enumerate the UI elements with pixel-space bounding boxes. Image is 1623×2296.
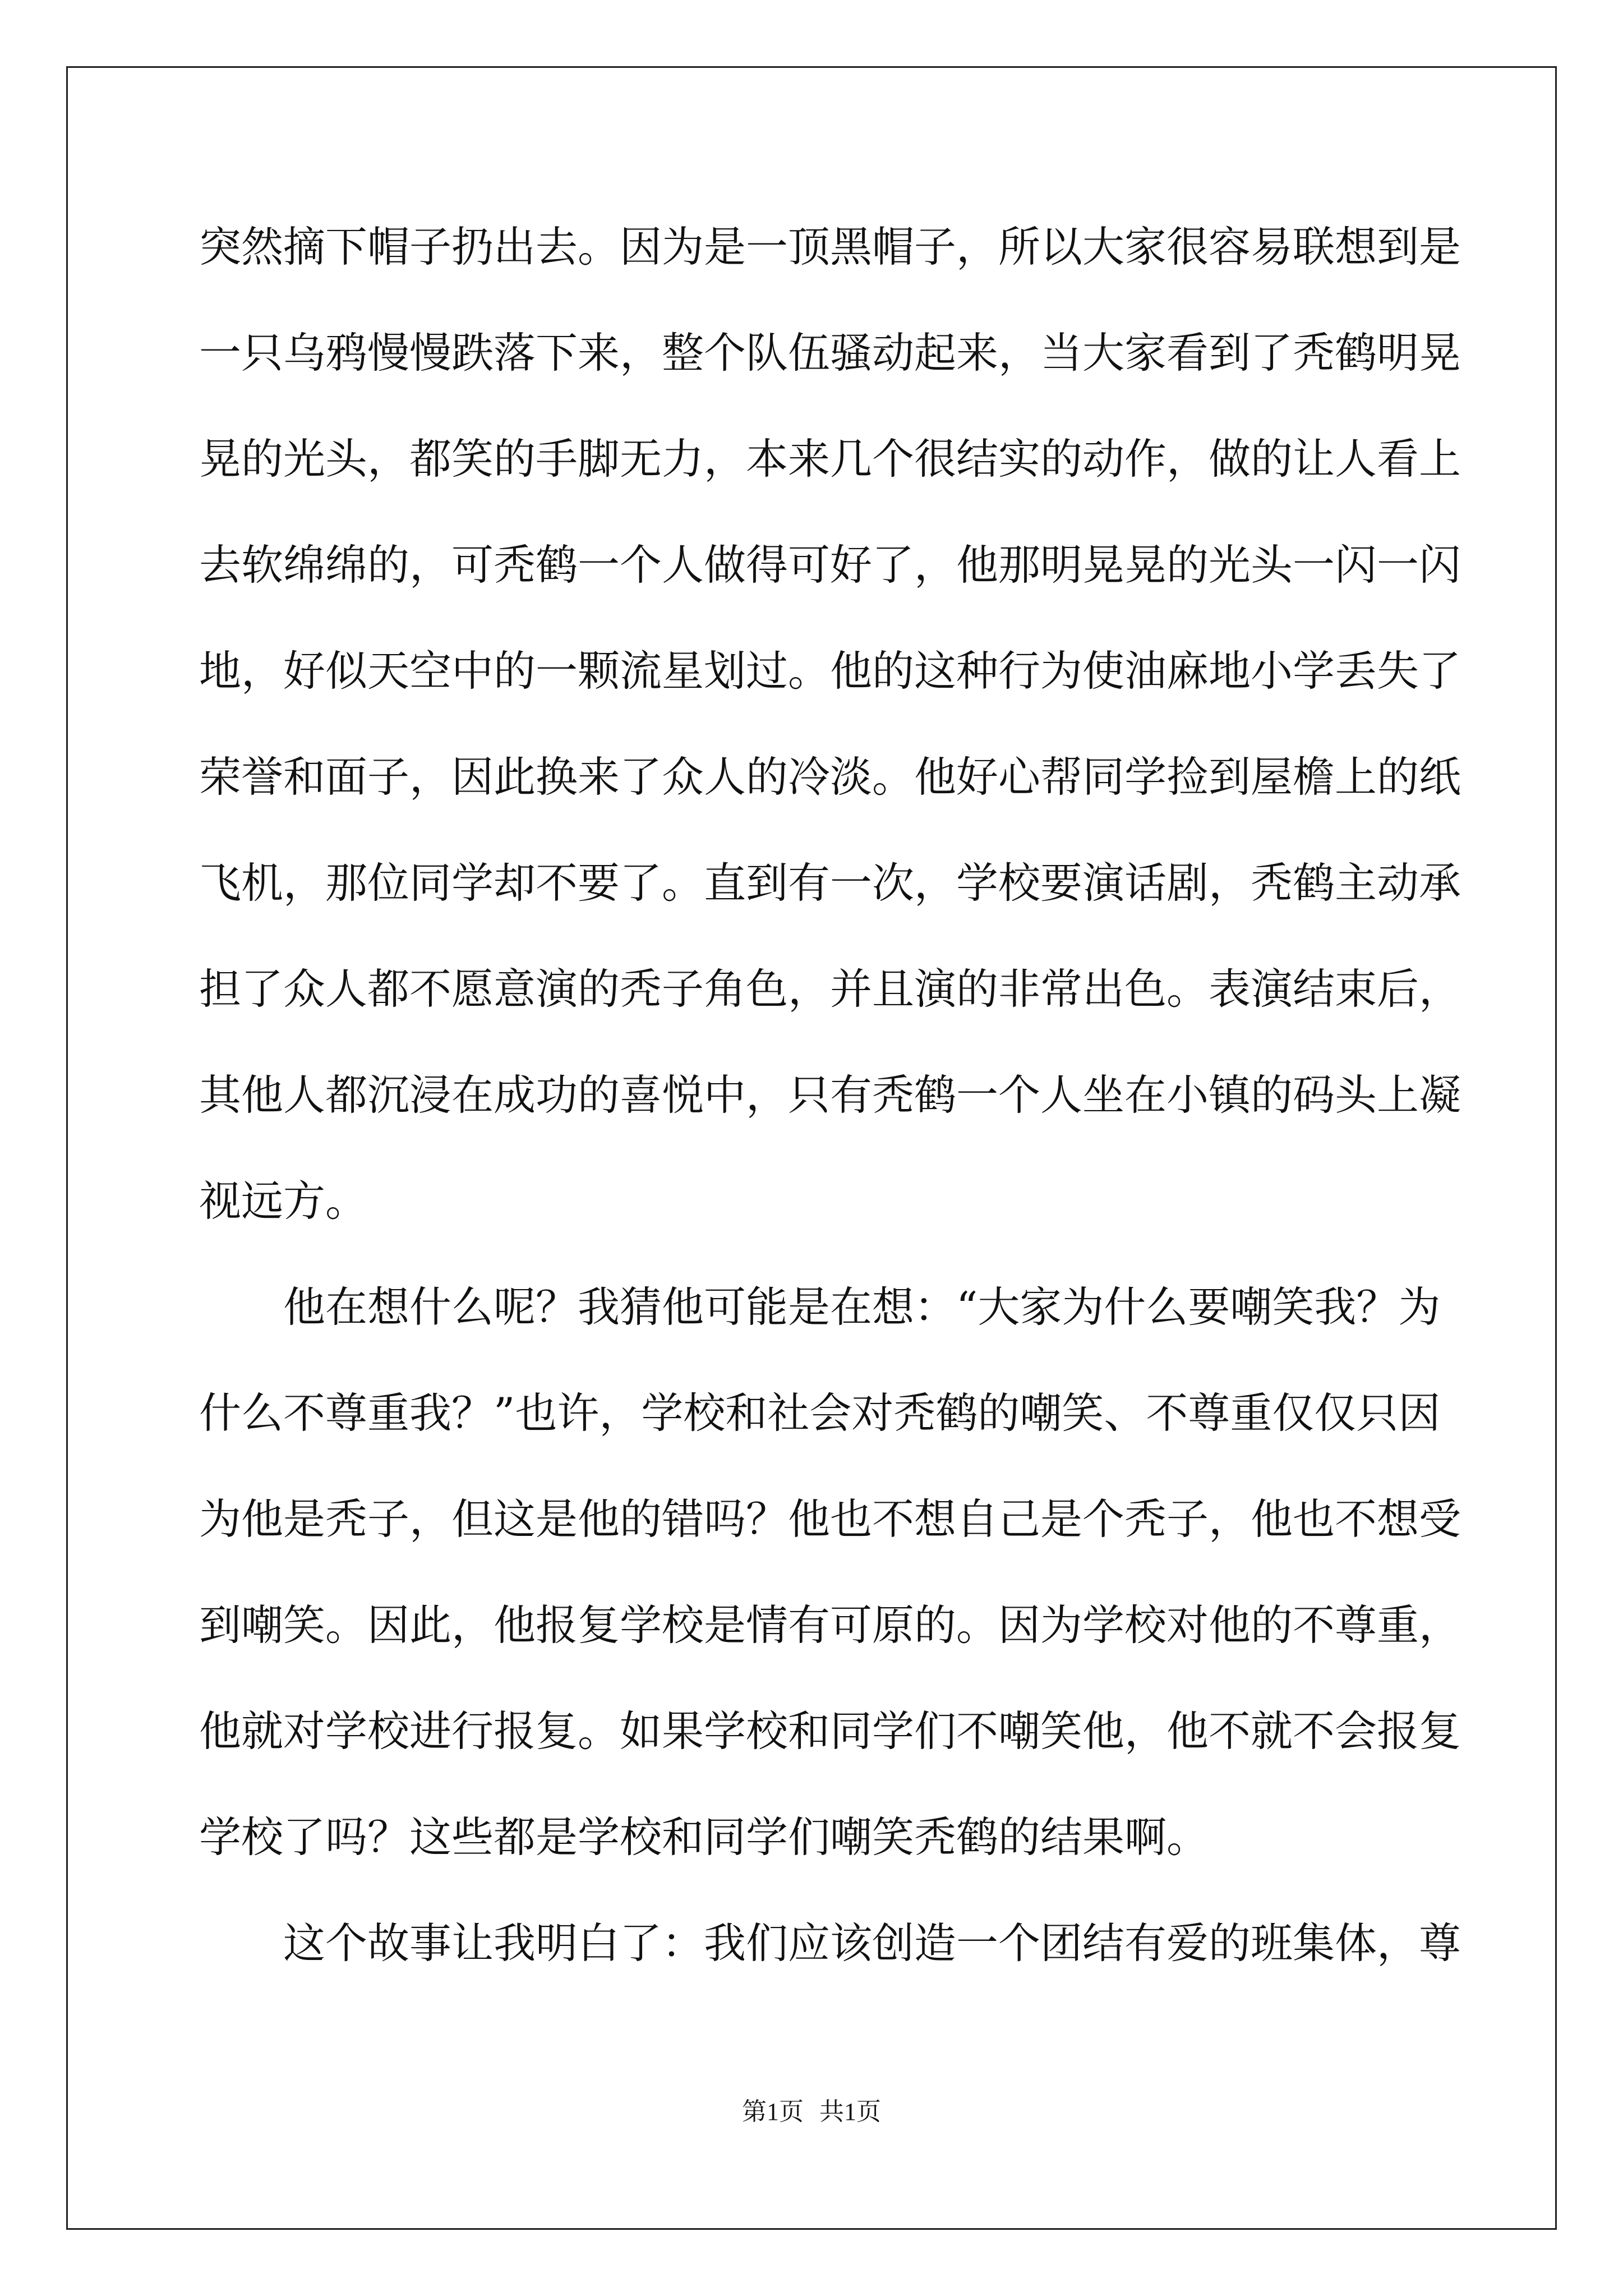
text-line: 为他是秃子，但这是他的错吗？他也不想自己是个秃子，他也不想受 (199, 1494, 1461, 1544)
text-line: 什么不尊重我？”也许，学校和社会对秃鹤的嘲笑、不尊重仅仅只因 (199, 1388, 1441, 1438)
text-line: 其他人都沉浸在成功的喜悦中，只有秃鹤一个人坐在小镇的码头上凝 (199, 1070, 1461, 1120)
text-line: 突然摘下帽子扔出去。因为是一顶黑帽子，所以大家很容易联想到是 (199, 222, 1461, 272)
text-line: 到嘲笑。因此，他报复学校是情有可原的。因为学校对他的不尊重， (199, 1600, 1461, 1650)
text-line: 他在想什么呢？我猜他可能是在想：“大家为什么要嘲笑我？为 (283, 1282, 1441, 1332)
document-body (199, 216, 1461, 2018)
text-line: 荣誉和面子，因此换来了众人的冷淡。他好心帮同学捡到屋檐上的纸 (199, 752, 1461, 802)
text-line: 晃的光头，都笑的手脚无力，本来几个很结实的动作，做的让人看上 (199, 434, 1461, 484)
text-line: 一只乌鸦慢慢跌落下来，整个队伍骚动起来，当大家看到了秃鹤明晃 (199, 328, 1461, 378)
text-line: 去软绵绵的，可秃鹤一个人做得可好了，他那明晃晃的光头一闪一闪 (199, 540, 1461, 590)
text-line: 他就对学校进行报复。如果学校和同学们不嘲笑他，他不就不会报复 (199, 1706, 1461, 1756)
text-line: 飞机，那位同学却不要了。直到有一次，学校要演话剧，秃鹤主动承 (199, 858, 1461, 908)
page-total: 共1页 (819, 2098, 881, 2125)
text-line: 地，好似天空中的一颗流星划过。他的这种行为使油麻地小学丢失了 (199, 646, 1461, 696)
text-line: 这个故事让我明白了：我们应该创造一个团结有爱的班集体，尊 (283, 1918, 1461, 1968)
text-line: 学校了吗？这些都是学校和同学们嘲笑秃鹤的结果啊。 (199, 1812, 1209, 1862)
page-footer (0, 2095, 1623, 2129)
text-line: 视远方。 (199, 1176, 368, 1226)
page-number: 第1页 (742, 2098, 804, 2125)
text-line: 担了众人都不愿意演的秃子角色，并且演的非常出色。表演结束后， (199, 964, 1461, 1014)
